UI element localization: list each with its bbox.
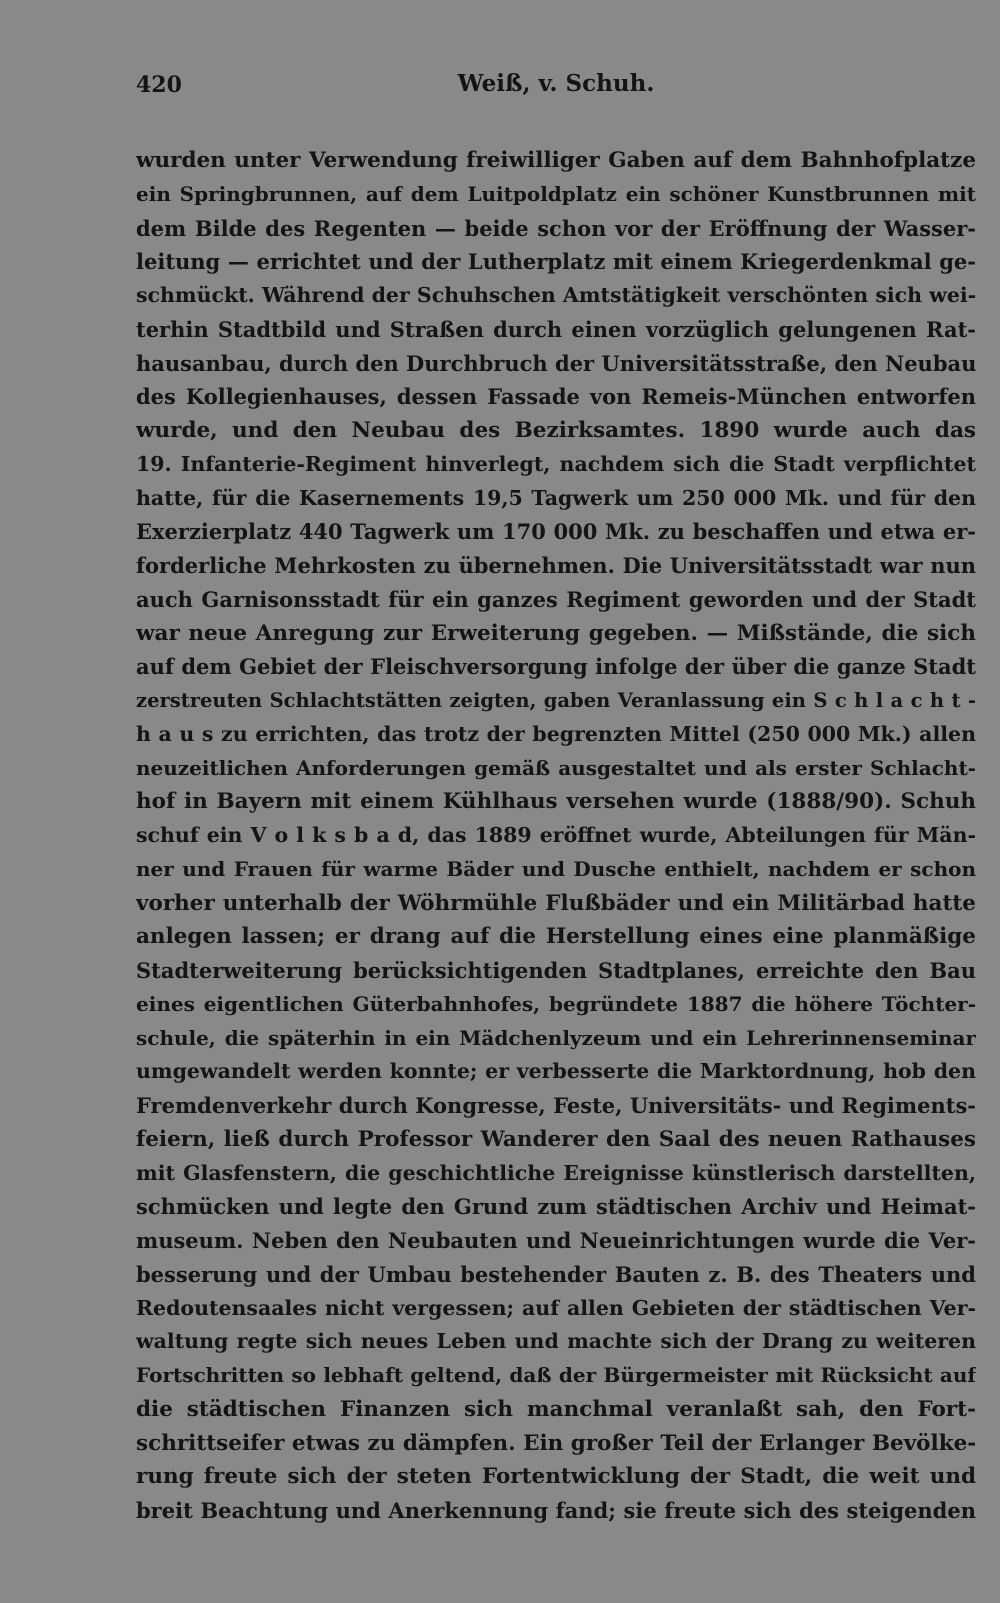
text-line: schrittseifer etwas zu dämpfen. Ein großer Teil der Erlanger Bevölke- (136, 1430, 976, 1456)
text-line: feiern, ließ durch Professor Wanderer den Saal des neuen Rathauses (136, 1126, 976, 1152)
text-line: des Kollegienhauses, dessen Fassade von Remeis-München entworfen (136, 384, 976, 410)
text-line: dem Bilde des Regenten — beide schon vor der Eröffnung der Wasser- (136, 215, 976, 241)
text-line: 19. Infanterie-Regiment hinverlegt, nachdem sich die Stadt verpflichtet (136, 451, 976, 476)
text-line: leitung — errichtet und der Lutherplatz mit einem Kriegerdenkmal ge- (136, 249, 976, 275)
text-line: vorher unterhalb der Wöhrmühle Flußbäder und ein Militärbad hatte (136, 890, 976, 916)
text-line: schule, die späterhin in ein Mädchenlyzeum und ein Lehrerinnenseminar (136, 1025, 976, 1050)
text-line: ner und Frauen für warme Bäder und Dusche enthielt, nachdem er schon (136, 856, 976, 881)
body-text (136, 144, 976, 1528)
text-line: ein Springbrunnen, auf dem Luitpoldplatz ein schöner Kunstbrunnen mit (136, 181, 976, 206)
text-line: Exerzierplatz 440 Tagwerk um 170 000 Mk. zu beschaffen und etwa er- (136, 519, 976, 545)
text-line: anlegen lassen; er drang auf die Herstellung eines eine planmäßige (136, 924, 976, 950)
text-line: Fremdenverkehr durch Kongresse, Feste, Universitäts- und Regiments- (136, 1093, 976, 1118)
text-line: schmückt. Während der Schuhschen Amtstätigkeit verschönten sich wei- (136, 283, 976, 307)
text-line: eines eigentlichen Güterbahnhofes, begründete 1887 die höhere Töchter- (136, 991, 976, 1016)
text-line: rung freute sich der steten Fortentwicklung der Stadt, die weit und (136, 1464, 976, 1490)
text-line: auf dem Gebiet der Fleischversorgung infolge der über die ganze Stadt (136, 654, 976, 680)
text-line: hof in Bayern mit einem Kühlhaus versehen wurde (1888/90). Schuh (136, 789, 976, 815)
text-line: breit Beachtung und Anerkennung fand; sie freute sich des steigenden (136, 1498, 976, 1523)
text-line: wurden unter Verwendung freiwilliger Gaben auf dem Bahnhofplatze (136, 148, 976, 173)
text-line: waltung regte sich neues Leben und machte sich der Drang zu weiteren (136, 1329, 976, 1354)
page-number: 420 (136, 72, 182, 98)
text-line: zerstreuten Schlachtstätten zeigten, gaben Veranlassung ein S c h l a c h t - (136, 689, 976, 712)
text-line: besserung und der Umbau bestehender Bauten z. B. des Theaters und (136, 1261, 976, 1287)
text-line: hausanbau, durch den Durchbruch der Universitätsstraße, den Neubau (136, 350, 976, 376)
text-line: Redoutensaales nicht vergessen; auf allen Gebieten der städtischen Ver- (136, 1295, 976, 1320)
text-line: neuzeitlichen Anforderungen gemäß ausgestaltet und als erster Schlacht- (136, 755, 976, 780)
text-line: Fortschritten so lebhaft geltend, daß der Bürgermeister mit Rücksicht auf (136, 1363, 976, 1387)
text-line: die städtischen Finanzen sich manchmal veranlaßt sah, den Fort- (136, 1396, 976, 1422)
text-line: auch Garnisonsstadt für ein ganzes Regiment geworden und der Stadt (136, 586, 976, 612)
running-head: Weiß, v. Schuh. (457, 70, 655, 97)
text-line: mit Glasfenstern, die geschichtliche Ereignisse künstlerisch darstellten, (136, 1160, 976, 1185)
text-line: forderliche Mehrkosten zu übernehmen. Die Universitätsstadt war nun (136, 553, 976, 578)
text-line: schuf ein V o l k s b a d, das 1889 eröffnet wurde, Abteilungen für Män- (136, 823, 976, 847)
text-line: umgewandelt werden konnte; er verbesserte die Marktordnung, hob den (136, 1059, 976, 1084)
text-line: hatte, für die Kasernements 19,5 Tagwerk um 250 000 Mk. und für den (136, 485, 976, 510)
text-line: war neue Anregung zur Erweiterung gegeben. — Mißstände, die sich (136, 620, 976, 646)
text-line: Stadterweiterung berücksichtigenden Stadtplanes, erreichte den Bau (136, 958, 976, 983)
text-line: wurde, und den Neubau des Bezirksamtes. 1890 wurde auch das (136, 418, 976, 443)
page-header (136, 68, 976, 108)
text-line: terhin Stadtbild und Straßen durch einen vorzüglich gelungenen Rat- (136, 316, 976, 342)
text-line: schmücken und legte den Grund zum städtischen Archiv und Heimat- (136, 1194, 976, 1220)
text-line: museum. Neben den Neubauten und Neueinrichtungen wurde die Ver- (136, 1228, 976, 1253)
text-line: h a u s zu errichten, das trotz der begrenzten Mittel (250 000 Mk.) allen (136, 721, 976, 746)
